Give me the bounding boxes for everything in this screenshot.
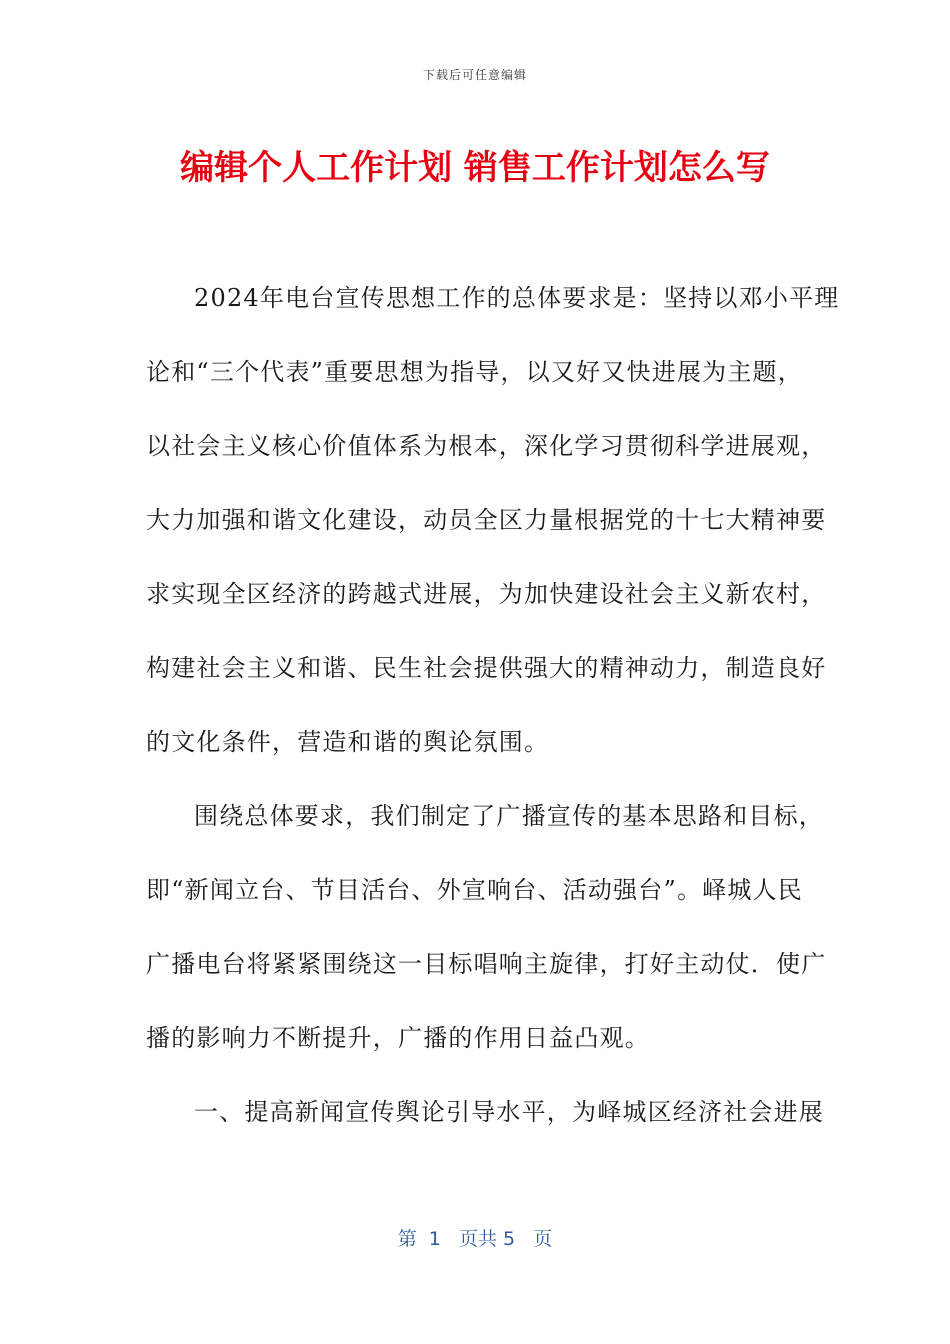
paragraph-1-line-5: 求实现全区经济的跨越式进展，为加快建设社会主义新农村， bbox=[146, 580, 827, 608]
paragraph-2-line-4: 播的影响力不断提升，广播的作用日益凸观。 bbox=[146, 1024, 650, 1052]
document-body bbox=[146, 268, 840, 1156]
paragraph-1-line-2: 论和“三个代表”重要思想为指导，以又好又快进展为主题， bbox=[146, 358, 803, 386]
paragraph-2-line-3: 广播电台将紧紧围绕这一目标唱响主旋律，打好主动仗．使广 bbox=[146, 950, 827, 978]
paragraph-1-line-1: 2024年电台宣传思想工作的总体要求是：坚持以邓小平理 bbox=[194, 284, 840, 312]
paragraph-2-line-1: 围绕总体要求，我们制定了广播宣传的基本思路和目标， bbox=[194, 802, 824, 830]
page-number-footer: 第 1 页共 5 页 bbox=[397, 1228, 553, 1250]
paragraph-1-line-4: 大力加强和谐文化建设，动员全区力量根据党的十七大精神要 bbox=[146, 506, 827, 534]
paragraph-2-line-2: 即“新闻立台、节目活台、外宣响台、活动强台”。峄城人民 bbox=[146, 876, 803, 904]
header-note: 下载后可任意编辑 bbox=[422, 68, 527, 82]
paragraph-1-line-7: 的文化条件，营造和谐的舆论氛围。 bbox=[146, 728, 550, 756]
paragraph-1-line-3: 以社会主义核心价值体系为根本，深化学习贯彻科学进展观， bbox=[146, 432, 827, 460]
paragraph-3-line-1: 一、提高新闻宣传舆论引导水平，为峄城区经济社会进展 bbox=[194, 1098, 824, 1126]
paragraph-1-line-6: 构建社会主义和谐、民生社会提供强大的精神动力，制造良好 bbox=[146, 654, 827, 682]
document-title: 编辑个人工作计划 销售工作计划怎么写 bbox=[180, 148, 770, 188]
